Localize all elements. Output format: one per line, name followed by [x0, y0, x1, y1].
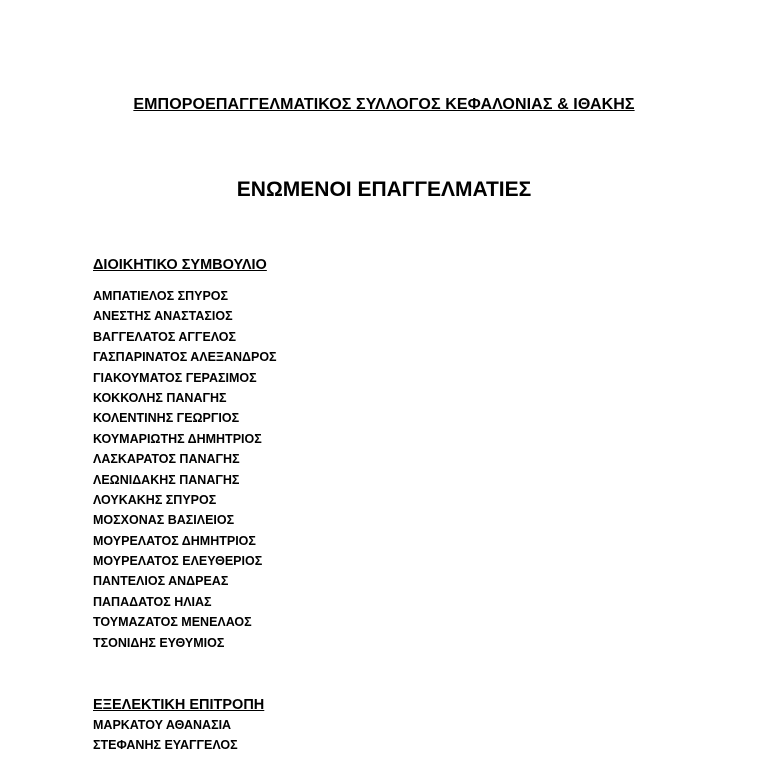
committee-member: ΣΤΕΦΑΝΗΣ ΕΥΑΓΓΕΛΟΣ	[93, 738, 238, 753]
organization-title: ΕΜΠΟΡΟΕΠΑΓΓΕΛΜΑΤΙΚΟΣ ΣΥΛΛΟΓΟΣ ΚΕΦΑΛΟΝΙΑΣ & ΙΘΑΚΗΣ	[133, 96, 635, 113]
board-member-list	[93, 286, 277, 653]
board-member: ΚΟΚΚΟΛΗΣ ΠΑΝΑΓΗΣ	[93, 390, 227, 405]
board-member: ΛΕΩΝΙΔΑΚΗΣ ΠΑΝΑΓΗΣ	[93, 472, 240, 487]
board-member: ΠΑΝΤΕΛΙΟΣ ΑΝΔΡΕΑΣ	[93, 574, 229, 589]
board-heading: ΔΙΟΙΚΗΤΙΚΟ ΣΥΜΒΟΥΛΙΟ	[93, 257, 267, 273]
board-member: ΤΣΟΝΙΔΗΣ ΕΥΘΥΜΙΟΣ	[93, 635, 225, 650]
audit-committee-heading: ΕΞΕΛΕΚΤΙΚΗ ΕΠΙΤΡΟΠΗ	[93, 697, 265, 713]
board-member: ΑΜΠΑΤΙΕΛΟΣ ΣΠΥΡΟΣ	[93, 289, 229, 303]
board-member: ΓΙΑΚΟΥΜΑΤΟΣ ΓΕΡΑΣΙΜΟΣ	[93, 370, 257, 385]
audit-committee-member-list	[93, 715, 238, 756]
committee-member: ΜΑΡΚΑΤΟΥ ΑΘΑΝΑΣΙΑ	[93, 718, 232, 732]
board-member: ΚΟΛΕΝΤΙΝΗΣ ΓΕΩΡΓΙΟΣ	[93, 411, 240, 426]
board-member: ΒΑΓΓΕΛΑΤΟΣ ΑΓΓΕΛΟΣ	[93, 329, 237, 344]
board-member: ΓΑΣΠΑΡΙΝΑΤΟΣ ΑΛΕΞΑΝΔΡΟΣ	[93, 350, 277, 365]
board-member: ΚΟΥΜΑΡΙΩΤΗΣ ΔΗΜΗΤΡΙΟΣ	[93, 431, 262, 446]
board-member: ΜΟΥΡΕΛΑΤΟΣ ΔΗΜΗΤΡΙΟΣ	[93, 533, 256, 548]
board-member: ΜΟΣΧΟΝΑΣ ΒΑΣΙΛΕΙΟΣ	[93, 513, 235, 528]
board-member: ΛΑΣΚΑΡΑΤΟΣ ΠΑΝΑΓΗΣ	[93, 452, 240, 467]
board-member: ΑΝΕΣΤΗΣ ΑΝΑΣΤΑΣΙΟΣ	[93, 309, 233, 324]
board-member: ΛΟΥΚΑΚΗΣ ΣΠΥΡΟΣ	[93, 492, 217, 507]
board-member: ΠΑΠΑΔΑΤΟΣ ΗΛΙΑΣ	[93, 594, 212, 609]
main-title: ΕΝΩΜΕΝΟΙ ΕΠΑΓΓΕΛΜΑΤΙΕΣ	[236, 178, 532, 201]
board-member: ΜΟΥΡΕΛΑΤΟΣ ΕΛΕΥΘΕΡΙΟΣ	[93, 554, 263, 569]
board-member: ΤΟΥΜΑΖΑΤΟΣ ΜΕΝΕΛΑΟΣ	[93, 615, 252, 630]
